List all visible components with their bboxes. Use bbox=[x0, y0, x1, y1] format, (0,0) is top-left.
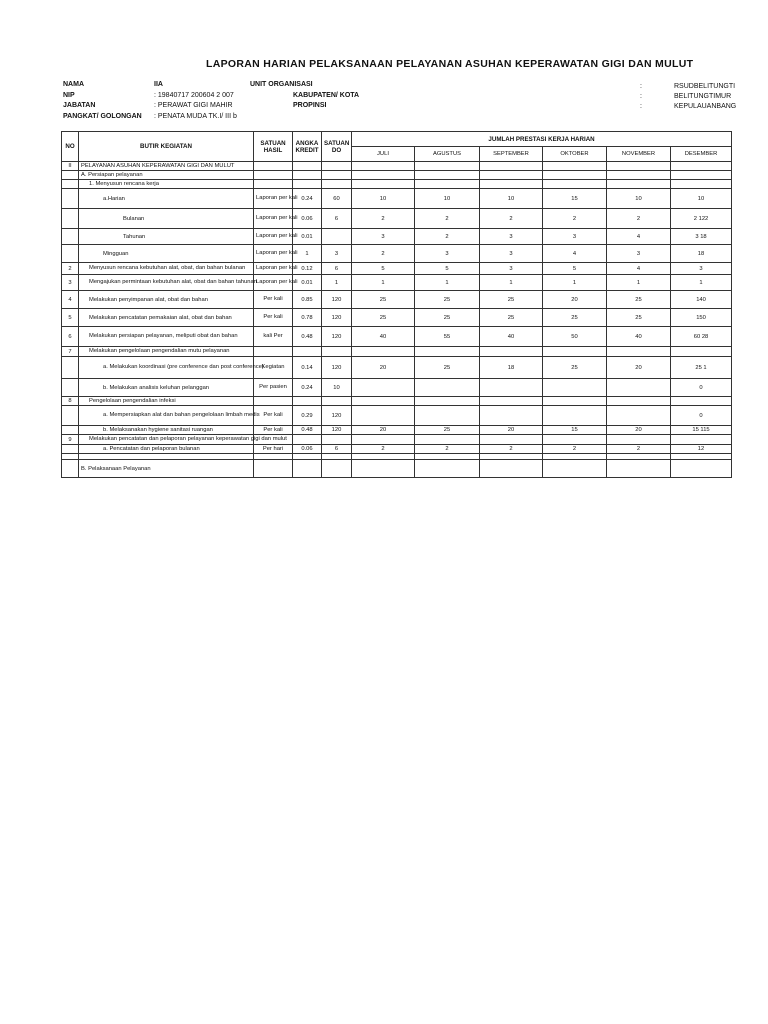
table-row bbox=[62, 445, 732, 454]
nama-value: IIA bbox=[154, 81, 163, 88]
cell-month-value: 2 bbox=[543, 445, 607, 454]
cell-satuan-hasil: Per kali bbox=[254, 426, 293, 435]
cell-no bbox=[62, 209, 79, 229]
cell-month-value bbox=[480, 180, 543, 189]
cell-month-value bbox=[543, 460, 607, 478]
cell-satuan-do bbox=[322, 347, 352, 357]
cell-satuan-do: 10 bbox=[322, 379, 352, 397]
cell-month-value: 3 bbox=[480, 245, 543, 263]
cell-angka-kredit: 0.24 bbox=[293, 189, 322, 209]
cell-satuan-hasil: Per kali bbox=[254, 309, 293, 327]
cell-month-value: 25 bbox=[607, 291, 671, 309]
cell-butir: a. Pencatatan dan pelaporan bulanan bbox=[79, 445, 254, 454]
cell-angka-kredit: 0.29 bbox=[293, 406, 322, 426]
cell-month-value bbox=[415, 162, 480, 171]
table-row bbox=[62, 309, 732, 327]
cell-butir: a.Harian bbox=[79, 189, 254, 209]
cell-angka-kredit: 0.12 bbox=[293, 263, 322, 275]
cell-month-value bbox=[607, 435, 671, 445]
cell-month-value bbox=[671, 460, 732, 478]
cell-satuan-do bbox=[322, 171, 352, 180]
cell-month-value bbox=[480, 171, 543, 180]
cell-month-value: 4 bbox=[543, 245, 607, 263]
cell-satuan-hasil bbox=[254, 162, 293, 171]
cell-no: 7 bbox=[62, 347, 79, 357]
cell-no: 8 bbox=[62, 397, 79, 406]
kab-label: KABUPATEN/ KOTA bbox=[293, 92, 360, 99]
cell-satuan-hasil bbox=[254, 171, 293, 180]
table-row bbox=[62, 406, 732, 426]
cell-month-value bbox=[671, 171, 732, 180]
jabatan-label: JABATAN bbox=[63, 102, 96, 109]
cell-month-value: 25 bbox=[352, 309, 415, 327]
cell-month-value: 25 bbox=[415, 291, 480, 309]
table-row bbox=[62, 180, 732, 189]
cell-month-value: 10 bbox=[480, 189, 543, 209]
cell-month-value bbox=[415, 171, 480, 180]
cell-month-value: 2 bbox=[607, 445, 671, 454]
prop-label: PROPINSI bbox=[293, 102, 327, 109]
report-title: LAPORAN HARIAN PELAKSANAAN PELAYANAN ASUHAN KEPERAWATAN GIGI DAN MULUT bbox=[206, 58, 694, 70]
cell-month-value bbox=[480, 162, 543, 171]
cell-month-value bbox=[352, 460, 415, 478]
cell-month-value bbox=[352, 162, 415, 171]
cell-month-value bbox=[543, 180, 607, 189]
cell-month-value: 10 bbox=[607, 189, 671, 209]
cell-month-value: 25 bbox=[543, 309, 607, 327]
cell-satuan-do: 120 bbox=[322, 291, 352, 309]
cell-month-value: 150 bbox=[671, 309, 732, 327]
cell-satuan-do: 6 bbox=[322, 209, 352, 229]
cell-butir: Melakukan pengelolaan pengendalian mutu pelayanan bbox=[79, 347, 254, 357]
cell-no bbox=[62, 180, 79, 189]
cell-satuan-do bbox=[322, 229, 352, 245]
cell-satuan-do: 6 bbox=[322, 445, 352, 454]
cell-month-value bbox=[352, 347, 415, 357]
cell-month-value bbox=[671, 347, 732, 357]
cell-satuan-hasil bbox=[254, 347, 293, 357]
cell-no: 2 bbox=[62, 263, 79, 275]
cell-butir: b. Melaksanakan hygiene sanitasi ruangan bbox=[79, 426, 254, 435]
unit-value: RSUDBELITUNGTI bbox=[674, 83, 736, 90]
cell-month-value bbox=[415, 435, 480, 445]
cell-month-value: 3 bbox=[543, 229, 607, 245]
cell-month-value bbox=[415, 379, 480, 397]
cell-satuan-hasil bbox=[254, 460, 293, 478]
col-header-month: AGUSTUS bbox=[415, 147, 480, 162]
cell-angka-kredit bbox=[293, 180, 322, 189]
cell-butir: Menyusun rencana kebutuhan alat, obat, dan bahan bulanan bbox=[79, 263, 254, 275]
cell-month-value bbox=[415, 180, 480, 189]
cell-month-value bbox=[607, 347, 671, 357]
cell-month-value: 2 bbox=[480, 445, 543, 454]
cell-month-value bbox=[480, 379, 543, 397]
cell-month-value: 10 bbox=[671, 189, 732, 209]
cell-no bbox=[62, 229, 79, 245]
cell-month-value: 2 122 bbox=[671, 209, 732, 229]
pangkat-value: : PENATA MUDA TK.I/ III b bbox=[154, 113, 237, 120]
table-row bbox=[62, 162, 732, 171]
cell-butir: Melakukan penyimpanan alat, obat dan bahan bbox=[79, 291, 254, 309]
cell-month-value: 1 bbox=[415, 275, 480, 291]
cell-month-value bbox=[671, 435, 732, 445]
cell-month-value: 2 bbox=[415, 209, 480, 229]
cell-month-value bbox=[607, 460, 671, 478]
cell-month-value bbox=[480, 397, 543, 406]
cell-month-value: 18 bbox=[480, 357, 543, 379]
cell-satuan-hasil: Per kali bbox=[254, 406, 293, 426]
cell-satuan-hasil bbox=[254, 397, 293, 406]
cell-month-value: 1 bbox=[352, 275, 415, 291]
cell-no bbox=[62, 460, 79, 478]
cell-month-value bbox=[352, 180, 415, 189]
cell-angka-kredit bbox=[293, 171, 322, 180]
cell-butir: Bulanan bbox=[79, 209, 254, 229]
cell-butir: PELAYANAN ASUHAN KEPERAWATAN GIGI DAN MULUT bbox=[79, 162, 254, 171]
cell-butir: b. Melakukan analisis keluhan pelanggan bbox=[79, 379, 254, 397]
cell-angka-kredit bbox=[293, 397, 322, 406]
cell-satuan-hasil: Laporan per kali bbox=[254, 275, 293, 291]
cell-month-value: 2 bbox=[352, 445, 415, 454]
cell-satuan-do: 60 bbox=[322, 189, 352, 209]
cell-satuan-hasil: Laporan per kali bbox=[254, 209, 293, 229]
cell-satuan-hasil: Per hari bbox=[254, 445, 293, 454]
cell-month-value bbox=[671, 180, 732, 189]
cell-month-value bbox=[607, 379, 671, 397]
cell-month-value: 4 bbox=[607, 263, 671, 275]
table-row bbox=[62, 327, 732, 347]
cell-satuan-do: 120 bbox=[322, 426, 352, 435]
cell-month-value: 1 bbox=[480, 275, 543, 291]
cell-no bbox=[62, 445, 79, 454]
cell-butir: a. Mempersiapkan alat dan bahan pengelolaan limbah medis bbox=[79, 406, 254, 426]
cell-month-value: 3 18 bbox=[671, 229, 732, 245]
cell-month-value bbox=[480, 347, 543, 357]
col-header-satuan-hasil: SATUAN HASIL bbox=[254, 132, 293, 162]
cell-angka-kredit: 0.01 bbox=[293, 229, 322, 245]
cell-month-value bbox=[543, 347, 607, 357]
cell-month-value: 20 bbox=[607, 357, 671, 379]
cell-angka-kredit bbox=[293, 347, 322, 357]
table-row bbox=[62, 379, 732, 397]
col-header-month: SEPTEMBER bbox=[480, 147, 543, 162]
cell-no: II bbox=[62, 162, 79, 171]
cell-month-value bbox=[607, 406, 671, 426]
table-row bbox=[62, 189, 732, 209]
cell-satuan-do: 120 bbox=[322, 309, 352, 327]
cell-satuan-do: 120 bbox=[322, 327, 352, 347]
cell-satuan-hasil: Laporan per kali bbox=[254, 229, 293, 245]
table-row bbox=[62, 229, 732, 245]
cell-satuan-do bbox=[322, 435, 352, 445]
cell-month-value bbox=[543, 435, 607, 445]
cell-no: 3 bbox=[62, 275, 79, 291]
cell-month-value bbox=[415, 397, 480, 406]
table-row bbox=[62, 347, 732, 357]
cell-butir: Mengajukan permintaan kebutuhan alat, obat dan bahan tahunan bbox=[79, 275, 254, 291]
cell-butir: Tahunan bbox=[79, 229, 254, 245]
cell-no bbox=[62, 189, 79, 209]
cell-month-value: 40 bbox=[607, 327, 671, 347]
cell-month-value: 3 bbox=[352, 229, 415, 245]
cell-month-value: 10 bbox=[415, 189, 480, 209]
cell-month-value bbox=[607, 397, 671, 406]
table-row bbox=[62, 263, 732, 275]
cell-month-value: 4 bbox=[607, 229, 671, 245]
col-header-satuan-do: SATUAN DO bbox=[322, 132, 352, 162]
cell-month-value: 3 bbox=[480, 263, 543, 275]
cell-month-value bbox=[480, 460, 543, 478]
cell-month-value bbox=[543, 171, 607, 180]
nip-label: NIP bbox=[63, 92, 75, 99]
col-header-month: DESEMBER bbox=[671, 147, 732, 162]
pangkat-label: PANGKAT/ GOLONGAN bbox=[63, 113, 142, 120]
cell-month-value: 25 bbox=[480, 291, 543, 309]
cell-angka-kredit: 1 bbox=[293, 245, 322, 263]
cell-month-value: 3 bbox=[671, 263, 732, 275]
cell-month-value bbox=[415, 406, 480, 426]
cell-no: 9 bbox=[62, 435, 79, 445]
cell-month-value: 40 bbox=[352, 327, 415, 347]
table-row bbox=[62, 426, 732, 435]
cell-angka-kredit: 0.48 bbox=[293, 327, 322, 347]
cell-month-value: 140 bbox=[671, 291, 732, 309]
cell-angka-kredit: 0.14 bbox=[293, 357, 322, 379]
cell-month-value: 1 bbox=[671, 275, 732, 291]
cell-month-value bbox=[352, 435, 415, 445]
cell-month-value: 25 1 bbox=[671, 357, 732, 379]
cell-butir: Mingguan bbox=[79, 245, 254, 263]
cell-butir: A. Persiapan pelayanan bbox=[79, 171, 254, 180]
cell-month-value bbox=[543, 397, 607, 406]
cell-satuan-do: 1 bbox=[322, 275, 352, 291]
cell-satuan-hasil: Per kali bbox=[254, 291, 293, 309]
cell-month-value: 15 bbox=[543, 189, 607, 209]
cell-month-value: 1 bbox=[543, 275, 607, 291]
cell-month-value: 50 bbox=[543, 327, 607, 347]
cell-month-value bbox=[543, 379, 607, 397]
cell-month-value bbox=[607, 180, 671, 189]
cell-butir: Melakukan pencatatan pemakaian alat, obat dan bahan bbox=[79, 309, 254, 327]
cell-no bbox=[62, 245, 79, 263]
cell-month-value bbox=[480, 435, 543, 445]
cell-month-value: 25 bbox=[480, 309, 543, 327]
cell-month-value: 15 bbox=[543, 426, 607, 435]
cell-month-value: 25 bbox=[352, 291, 415, 309]
table-row bbox=[62, 291, 732, 309]
cell-month-value: 12 bbox=[671, 445, 732, 454]
cell-satuan-hasil: Laporan per kali bbox=[254, 263, 293, 275]
cell-month-value: 20 bbox=[543, 291, 607, 309]
cell-month-value: 1 bbox=[607, 275, 671, 291]
cell-no bbox=[62, 357, 79, 379]
cell-month-value: 3 bbox=[415, 245, 480, 263]
table-row bbox=[62, 435, 732, 445]
cell-satuan-hasil: Kegiatan bbox=[254, 357, 293, 379]
cell-no bbox=[62, 406, 79, 426]
cell-month-value bbox=[352, 406, 415, 426]
nama-label: NAMA bbox=[63, 81, 84, 88]
cell-month-value bbox=[415, 460, 480, 478]
cell-month-value: 3 bbox=[607, 245, 671, 263]
cell-month-value: 20 bbox=[607, 426, 671, 435]
cell-angka-kredit: 0.06 bbox=[293, 209, 322, 229]
cell-no: 6 bbox=[62, 327, 79, 347]
cell-month-value: 55 bbox=[415, 327, 480, 347]
cell-satuan-hasil: kali Per bbox=[254, 327, 293, 347]
activity-table bbox=[61, 131, 732, 478]
cell-satuan-do bbox=[322, 397, 352, 406]
table-row bbox=[62, 209, 732, 229]
cell-satuan-hasil: Per pasien bbox=[254, 379, 293, 397]
cell-month-value: 0 bbox=[671, 379, 732, 397]
cell-month-value: 25 bbox=[607, 309, 671, 327]
cell-month-value bbox=[671, 397, 732, 406]
prop-colon: : bbox=[640, 103, 642, 110]
cell-satuan-hasil: Laporan per kali bbox=[254, 189, 293, 209]
table-row bbox=[62, 397, 732, 406]
cell-month-value bbox=[543, 406, 607, 426]
cell-month-value: 25 bbox=[415, 357, 480, 379]
cell-month-value: 60 28 bbox=[671, 327, 732, 347]
cell-butir: Melakukan persiapan pelayanan, meliputi obat dan bahan bbox=[79, 327, 254, 347]
cell-angka-kredit: 0.85 bbox=[293, 291, 322, 309]
cell-month-value bbox=[543, 162, 607, 171]
cell-month-value: 3 bbox=[480, 229, 543, 245]
cell-angka-kredit: 0.48 bbox=[293, 426, 322, 435]
prop-value: KEPULAUANBANG bbox=[674, 103, 737, 110]
cell-satuan-hasil: Laporan per kali bbox=[254, 245, 293, 263]
cell-month-value bbox=[415, 347, 480, 357]
cell-angka-kredit bbox=[293, 435, 322, 445]
kab-colon: : bbox=[640, 93, 642, 100]
unit-label: UNIT ORGANISASI bbox=[250, 81, 313, 88]
kab-value: BELITUNGTIMUR bbox=[674, 93, 732, 100]
cell-month-value: 2 bbox=[415, 229, 480, 245]
cell-month-value: 2 bbox=[352, 245, 415, 263]
col-header-month: JULI bbox=[352, 147, 415, 162]
table-row bbox=[62, 460, 732, 478]
cell-month-value bbox=[352, 379, 415, 397]
cell-month-value: 25 bbox=[415, 309, 480, 327]
cell-month-value bbox=[352, 171, 415, 180]
cell-month-value: 2 bbox=[480, 209, 543, 229]
cell-month-value: 5 bbox=[415, 263, 480, 275]
cell-no bbox=[62, 379, 79, 397]
table-row bbox=[62, 357, 732, 379]
cell-month-value: 40 bbox=[480, 327, 543, 347]
col-header-no: NO bbox=[62, 132, 79, 162]
cell-month-value: 0 bbox=[671, 406, 732, 426]
cell-angka-kredit: 0.24 bbox=[293, 379, 322, 397]
cell-no: 5 bbox=[62, 309, 79, 327]
cell-angka-kredit bbox=[293, 162, 322, 171]
cell-month-value: 2 bbox=[543, 209, 607, 229]
cell-no: 4 bbox=[62, 291, 79, 309]
table-row bbox=[62, 275, 732, 291]
cell-month-value: 20 bbox=[480, 426, 543, 435]
cell-month-value: 5 bbox=[352, 263, 415, 275]
cell-satuan-do bbox=[322, 180, 352, 189]
cell-month-value: 2 bbox=[607, 209, 671, 229]
col-header-month: NOVEMBER bbox=[607, 147, 671, 162]
cell-month-value: 20 bbox=[352, 357, 415, 379]
cell-satuan-do bbox=[322, 162, 352, 171]
cell-month-value: 10 bbox=[352, 189, 415, 209]
cell-butir: a. Melakukan koordinasi (pre conference dan post conference) bbox=[79, 357, 254, 379]
unit-colon: : bbox=[640, 83, 642, 90]
cell-angka-kredit bbox=[293, 460, 322, 478]
cell-month-value: 2 bbox=[352, 209, 415, 229]
col-header-jumlah: JUMLAH PRESTASI KERJA HARIAN bbox=[352, 132, 732, 147]
cell-month-value bbox=[352, 397, 415, 406]
cell-angka-kredit: 0.78 bbox=[293, 309, 322, 327]
cell-month-value: 20 bbox=[352, 426, 415, 435]
cell-month-value bbox=[480, 406, 543, 426]
cell-month-value bbox=[607, 162, 671, 171]
cell-satuan-do: 6 bbox=[322, 263, 352, 275]
cell-month-value: 15 115 bbox=[671, 426, 732, 435]
cell-satuan-do: 3 bbox=[322, 245, 352, 263]
cell-month-value: 5 bbox=[543, 263, 607, 275]
cell-satuan-do: 120 bbox=[322, 406, 352, 426]
cell-angka-kredit: 0.06 bbox=[293, 445, 322, 454]
cell-month-value: 18 bbox=[671, 245, 732, 263]
col-header-angka-kredit: ANGKA KREDIT bbox=[293, 132, 322, 162]
table-row bbox=[62, 171, 732, 180]
cell-satuan-hasil bbox=[254, 180, 293, 189]
col-header-month: OKTOBER bbox=[543, 147, 607, 162]
cell-angka-kredit: 0.01 bbox=[293, 275, 322, 291]
cell-month-value bbox=[671, 162, 732, 171]
cell-butir: Pengelolaan pengendalian infeksi bbox=[79, 397, 254, 406]
table-row bbox=[62, 245, 732, 263]
cell-butir: 1. Menyusun rencana kerja bbox=[79, 180, 254, 189]
cell-butir: B. Pelaksanaan Pelayanan bbox=[79, 460, 254, 478]
cell-month-value: 25 bbox=[415, 426, 480, 435]
cell-month-value: 25 bbox=[543, 357, 607, 379]
cell-no bbox=[62, 426, 79, 435]
nip-value: : 19840717 200604 2 007 bbox=[154, 92, 234, 99]
jabatan-value: : PERAWAT GIGI MAHIR bbox=[154, 102, 233, 109]
cell-month-value: 2 bbox=[415, 445, 480, 454]
cell-no bbox=[62, 171, 79, 180]
col-header-butir: BUTIR KEGIATAN bbox=[79, 132, 254, 162]
cell-butir: Melakukan pencatatan dan pelaporan pelayanan keperawatan gigi dan mulut bbox=[79, 435, 254, 445]
cell-satuan-do bbox=[322, 460, 352, 478]
cell-satuan-do: 120 bbox=[322, 357, 352, 379]
cell-month-value bbox=[607, 171, 671, 180]
